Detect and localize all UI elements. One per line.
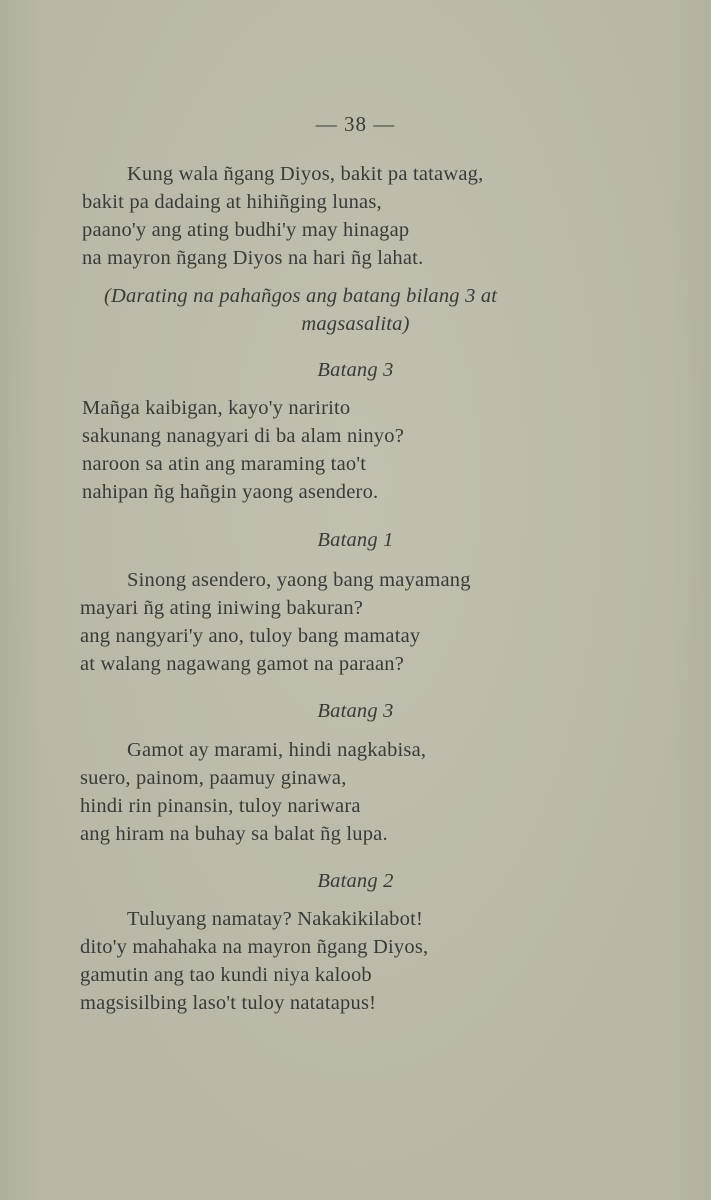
verse-line: mayari ñg ating iniwing bakuran? [80,597,364,619]
verse-line: magsisilbing laso't tuloy natatapus! [80,992,377,1014]
stage-direction: magsasalita) [301,313,410,335]
verse-line: Tuluyang namatay? Nakakikilabot! [127,908,423,930]
verse-line: Kung wala ñgang Diyos, bakit pa tatawag, [127,163,484,185]
speaker-label: Batang 1 [317,529,394,551]
verse-line: at walang nagawang gamot na paraan? [80,653,405,675]
verse-line: ang hiram na buhay sa balat ñg lupa. [80,823,388,845]
verse-line: paano'y ang ating budhi'y may hinagap [82,219,410,241]
speaker-label: Batang 3 [317,359,394,381]
verse-line: sakunang nanagyari di ba alam ninyo? [82,425,404,447]
verse-line: ang nangyari'y ano, tuloy bang mamatay [80,625,421,647]
verse-line: Sinong asendero, yaong bang mayamang [127,569,471,591]
speaker-label: Batang 3 [317,700,394,722]
verse-line: gamutin ang tao kundi niya kaloob [80,964,372,986]
verse-line: Gamot ay marami, hindi nagkabisa, [127,739,427,761]
verse-line: naroon sa atin ang maraming tao't [82,453,367,475]
verse-line: na mayron ñgang Diyos na hari ñg lahat. [82,247,424,269]
speaker-label: Batang 2 [317,870,394,892]
verse-line: bakit pa dadaing at hihiñging lunas, [82,191,382,213]
verse-line: nahipan ñg hañgin yaong asendero. [82,481,379,503]
verse-line: Mañga kaibigan, kayo'y naririto [82,397,351,419]
page-number: — 38 — [315,112,396,136]
verse-line: hindi rin pinansin, tuloy nariwara [80,795,361,817]
stage-direction: (Darating na pahañgos ang batang bilang 3 at [104,285,498,307]
verse-line: dito'y mahahaka na mayron ñgang Diyos, [80,936,429,958]
verse-line: suero, painom, paamuy ginawa, [80,767,347,789]
